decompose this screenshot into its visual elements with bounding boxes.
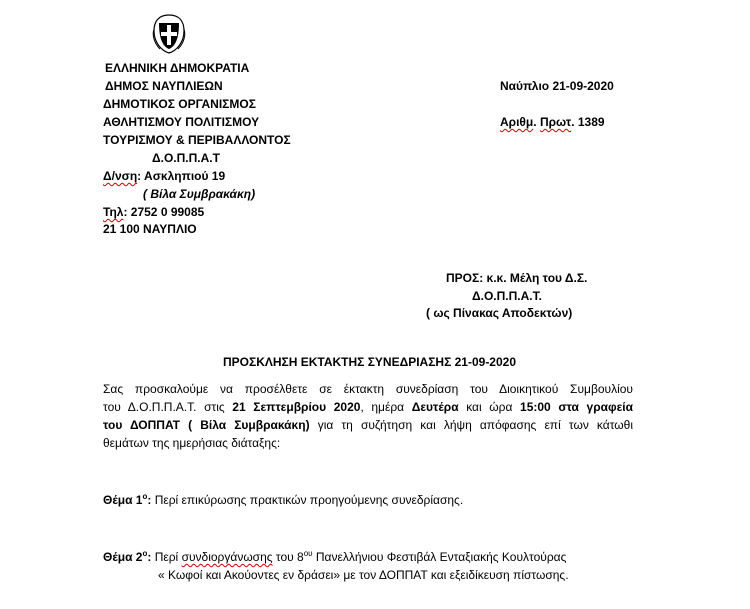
topic-2-post: Πανελλήνιου Φεστιβάλ Ενταξιακής Κουλτούρας	[312, 550, 567, 564]
meeting-time: 15:00 στα γραφεία	[520, 400, 634, 414]
header-line-4: ΑΘΛΗΤΙΣΜΟΥ ΠΟΛΙΤΙΣΜΟΥ	[103, 115, 260, 129]
topic-1-colon: :	[147, 493, 152, 507]
body-l2-e: και ώρα	[458, 400, 521, 414]
body-l2-c: , ημέρα	[360, 400, 412, 414]
meeting-place: του ΔΟΠΠΑΤ ( Βίλα Συμβρακάκη)	[103, 418, 310, 432]
postcode-line: 21 100 ΝΑΥΠΛΙΟ	[103, 222, 197, 236]
header-line-5: ΤΟΥΡΙΣΜΟΥ & ΠΕΡΙΒΑΛΛΟΝΤΟΣ	[103, 133, 291, 147]
header-line-6: Δ.Ο.Π.Π.Α.Τ	[152, 151, 220, 165]
body-line-3	[103, 418, 633, 432]
topic-2-sup2: ου	[303, 549, 313, 558]
topic-1-label: Θέμα 1	[103, 493, 143, 507]
recipient-line-1: ΠΡΟΣ: κ.κ. Μέλη του Δ.Σ.	[446, 271, 588, 285]
protocol-line	[500, 115, 605, 129]
address-line	[103, 169, 225, 183]
phone-label: Τηλ	[103, 205, 124, 219]
body-l2-a: του Δ.Ο.Π.Π.Α.Τ. στις	[103, 400, 233, 414]
body-line-1: Σας προσκαλούμε να προσέλθετε σε έκτακτη συνεδρίαση του Διοικητικού Συμβουλίου	[103, 382, 633, 396]
protocol-label-c: Πρωτ	[539, 115, 572, 129]
meeting-date: 21 Σεπτεμβρίου 2020	[232, 400, 361, 414]
address-value: : Ασκληπιού 19	[137, 169, 226, 183]
greek-coat-of-arms-icon	[150, 13, 188, 55]
header-line-3: ΔΗΜΟΤΙΚΟΣ ΟΡΓΑΝΙΣΜΟΣ	[103, 97, 256, 111]
body-line-4: θεμάτων της ημερήσιας διάταξης:	[103, 436, 281, 450]
date-line: Ναύπλιο 21-09-2020	[500, 79, 614, 93]
phone-line	[103, 205, 204, 219]
topic-2-label: Θέμα 2	[103, 550, 143, 564]
topic-1-sup: ο	[142, 492, 148, 501]
villa-line: ( Βίλα Συμβρακάκη)	[143, 187, 256, 201]
protocol-label-b: .	[533, 115, 540, 129]
topic-2	[103, 550, 566, 564]
meeting-day: Δευτέρα	[411, 400, 459, 414]
recipient-line-3: ( ως Πίνακας Αποδεκτών)	[426, 306, 573, 320]
topic-2-sup: ο	[142, 549, 148, 558]
phone-value: : 2752 0 99085	[123, 205, 205, 219]
protocol-label-a: Αριθμ	[500, 115, 534, 129]
body-line-2	[103, 400, 633, 414]
topic-1	[103, 493, 463, 507]
protocol-value: . 1389	[571, 115, 605, 129]
topic-2-wavy: συνδιοργάνωσης	[181, 550, 273, 564]
body-l3-b: για τη συζήτηση και λήψη απόφασης επί των κάτωθι	[309, 418, 634, 432]
topic-1-text: Περί επικύρωσης πρακτικών προηγούμενης συνεδρίασης.	[151, 493, 464, 507]
document-title: ΠΡΟΣΚΛΗΣΗ ΕΚΤΑΚΤΗΣ ΣΥΝΕΔΡΙΑΣΗΣ 21-09-2020	[223, 355, 517, 369]
header-line-2: ΔΗΜΟΣ ΝΑΥΠΛΙΕΩΝ	[105, 79, 223, 93]
address-label: Δ/νση	[103, 169, 138, 183]
topic-2-pre: Περί	[151, 550, 182, 564]
topic-2-line-2: « Κωφοί και Ακούοντες εν δράσει» με τον ΔΟΠΠΑΤ και εξειδίκευση πίστωσης.	[158, 568, 569, 582]
header-line-1: ΕΛΛΗΝΙΚΗ ΔΗΜΟΚΡΑΤΙΑ	[105, 61, 250, 75]
topic-2-colon: :	[147, 550, 152, 564]
topic-2-mid: του 8	[272, 550, 304, 564]
recipient-line-2: Δ.Ο.Π.Π.Α.Τ.	[472, 289, 542, 303]
